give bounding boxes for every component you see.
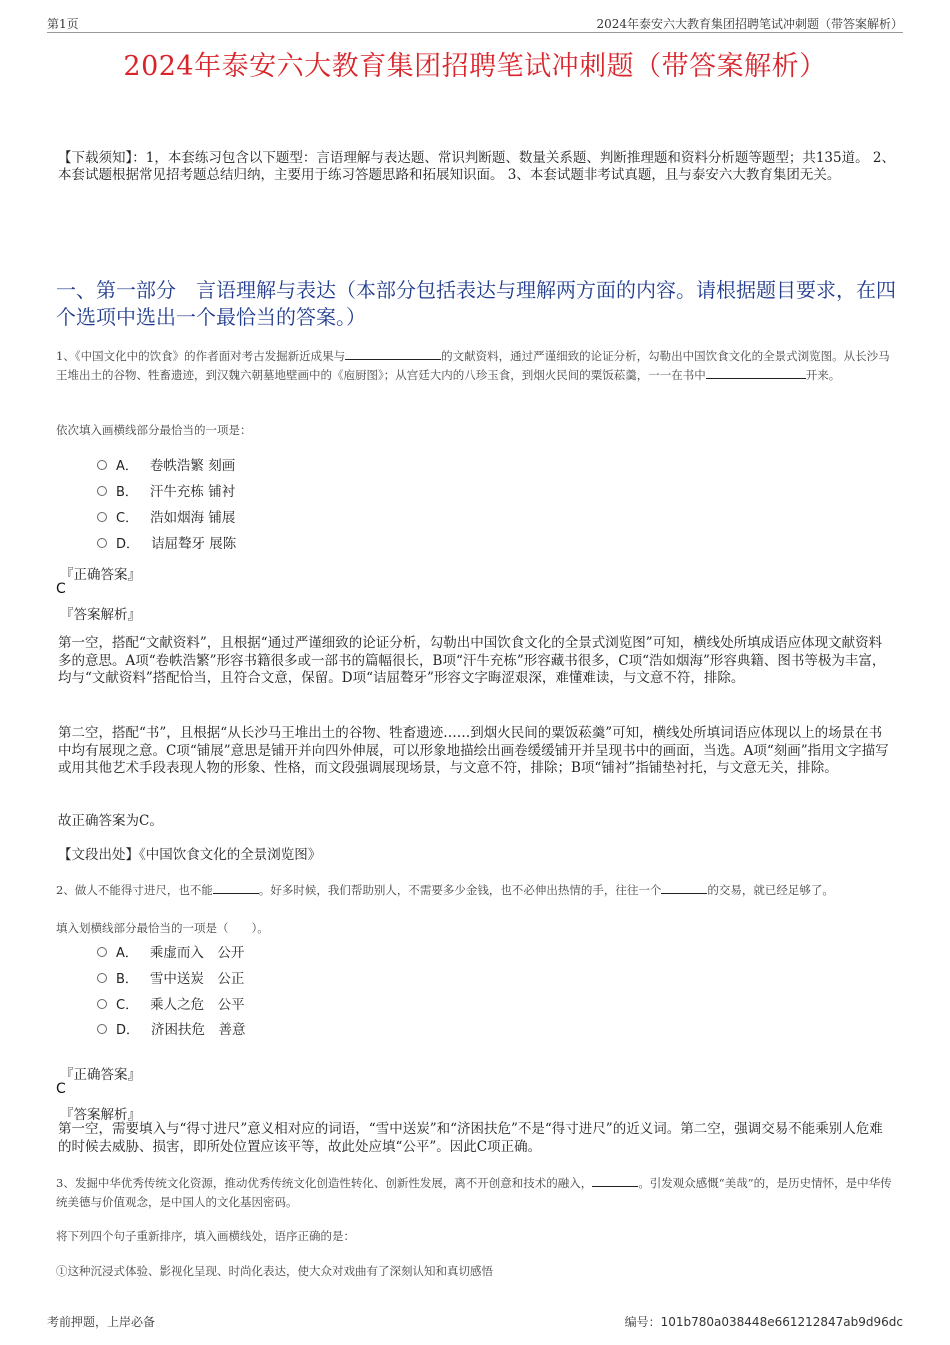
radio-icon[interactable] <box>97 512 107 522</box>
q2-option-b[interactable]: B． 雪中送炭 公正 <box>97 970 244 989</box>
radio-icon[interactable] <box>97 973 107 983</box>
footer-code: 编号：101b780a038448e661212847ab9d96dc <box>624 1315 903 1329</box>
q3-item-1: ①这种沉浸式体验、影视化呈现、时尚化表达，使大众对戏曲有了深刻认知和真切感悟 <box>56 1264 493 1278</box>
radio-icon[interactable] <box>97 947 107 957</box>
page-header <box>47 14 903 33</box>
q1-option-d[interactable]: D． 诘屈聱牙 展陈 <box>97 535 236 554</box>
q1-text-a: 1、《中国文化中的饮食》的作者面对考古发掘新近成果与 <box>56 349 346 363</box>
q1-text-b: 的文献资料，通过严谨细致的论证分析，勾勒出中国饮食文化的全景式浏览图。从长沙马王堆出土的谷物、牲畜遗迹，到汉魏六朝墓地壁画中的《庖厨图》；从宫廷大内的八珍玉食，到烟火民间的粟饭菘羹，一一在书中 <box>56 349 890 382</box>
q1-option-c[interactable]: C． 浩如烟海 铺展 <box>97 509 235 528</box>
q2-blank-2 <box>661 893 707 894</box>
q2-option-d[interactable]: D． 济困扶危 善意 <box>97 1021 246 1040</box>
q1-source: 【文段出处】《中国饮食文化的全景浏览图》 <box>58 847 322 863</box>
radio-icon[interactable] <box>97 1024 107 1034</box>
q1-analysis-para-2: 第二空，搭配“书”，且根据“从长沙马王堆出土的谷物、牲畜遗迹……到烟火民间的粟饭菘羹”可知，横线处所填词语应体现以上的场景在书中均有展现之意。C项“铺展”意思是铺开并向四外伸展，可以形象地描绘出画卷缓缓铺开并呈现书中的画面，当选。A项“刻画”指用文字描写或用其他艺术手段表现人物的形象、性格，而文段强调展现场景，与文意不符，排除；B项“铺衬”指铺垫衬托，与文意无关，排除。 <box>58 725 889 776</box>
q1-option-b[interactable]: B． 汗牛充栋 铺衬 <box>97 483 235 502</box>
q3-blank <box>592 1186 638 1187</box>
radio-icon[interactable] <box>97 486 107 496</box>
page-number: 第1页 <box>47 17 79 31</box>
q2-blank-1 <box>213 893 259 894</box>
q1-option-a[interactable]: A． 卷帙浩繁 刻画 <box>97 457 235 476</box>
q1-analysis-para-1: 第一空，搭配“文献资料”，且根据“通过严谨细致的论证分析，勾勒出中国饮食文化的全景式浏览图”可知，横线处所填成语应体现文献资料多的意思。A项“卷帙浩繁”形容书籍很多或一部书的篇幅很长，B项“汗牛充栋”形容藏书很多，C项“浩如烟海”形容典籍、图书等极为丰富，均与“文献资料”搭配恰当，且符合文意，保留。D项“诘屈聱牙”形容文字晦涩艰深，难懂难读，与文意不符，排除。 <box>58 635 886 686</box>
q2-option-a[interactable]: A． 乘虚而入 公开 <box>97 944 244 963</box>
radio-icon[interactable] <box>97 460 107 470</box>
question-3-prompt: 将下列四个句子重新排序，填入画横线处，语序正确的是： <box>56 1229 355 1243</box>
q1-analysis-conclusion: 故正确答案为C。 <box>58 813 163 829</box>
question-2-prompt: 填入划横线部分最恰当的一项是（ ）。 <box>56 921 269 935</box>
radio-icon[interactable] <box>97 999 107 1009</box>
q1-blank-2 <box>706 378 806 379</box>
q2-answer: C <box>56 1081 66 1097</box>
q1-analysis-label: 『答案解析』 <box>60 607 141 623</box>
radio-icon[interactable] <box>97 538 107 548</box>
q1-text-c: 开来。 <box>805 368 841 382</box>
question-2-stem: 2、做人不能得寸进尺，也不能 。好多时候，我们帮助别人，不需要多少金钱，也不必伸出热情的手，往往一个 的交易，就已经足够了。 <box>56 883 834 897</box>
section-heading: 一、第一部分 言语理解与表达（本部分包括表达与理解两方面的内容。请根据题目要求，在四个选项中选出一个最恰当的答案。） <box>56 278 896 329</box>
q1-answer: C <box>56 581 66 597</box>
q1-answer-label: 『正确答案』 <box>60 567 141 583</box>
download-notice: 【下载须知】：1，本套练习包含以下题型：言语理解与表达题、常识判断题、数量关系题、判断推理题和资料分析题等题型；共135道。 2、本套试题根据常见招考题总结归纳，主要用于练习答题思路和拓展知识面。 3、本套试题非考试真题，且与泰安六大教育集团无关。 <box>58 150 895 183</box>
q1-blank-1 <box>345 359 441 360</box>
header-doc-title: 2024年泰安六大教育集团招聘笔试冲刺题（带答案解析） <box>596 17 903 31</box>
question-1-stem <box>56 347 898 385</box>
q2-option-c[interactable]: C． 乘人之危 公平 <box>97 996 245 1015</box>
q2-answer-label: 『正确答案』 <box>60 1067 141 1083</box>
q2-analysis: 第一空，需要填入与“得寸进尺”意义相对应的词语，“雪中送炭”和“济困扶危”不是“得寸进尺”的近义词。第二空，强调交易不能乘别人危难的时候去威胁、损害，即所处位置应该平等，故此处应填“公平”。因此C项正确。 <box>58 1121 883 1155</box>
question-3-stem: 3、发掘中华优秀传统文化资源，推动优秀传统文化创造性转化、创新性发展，离不开创意和技术的融入， 。引发观众感慨“美哉”的，是历史情怀，是中华传统美德与价值观念，是中国人的文化基因密码。 <box>56 1176 892 1209</box>
footer-left: 考前押题，上岸必备 <box>47 1315 156 1329</box>
question-1-prompt: 依次填入画横线部分最恰当的一项是： <box>56 423 252 437</box>
q2-analysis-label: 『答案解析』 <box>60 1107 141 1123</box>
document-title: 2024年泰安六大教育集团招聘笔试冲刺题（带答案解析） <box>123 51 827 82</box>
